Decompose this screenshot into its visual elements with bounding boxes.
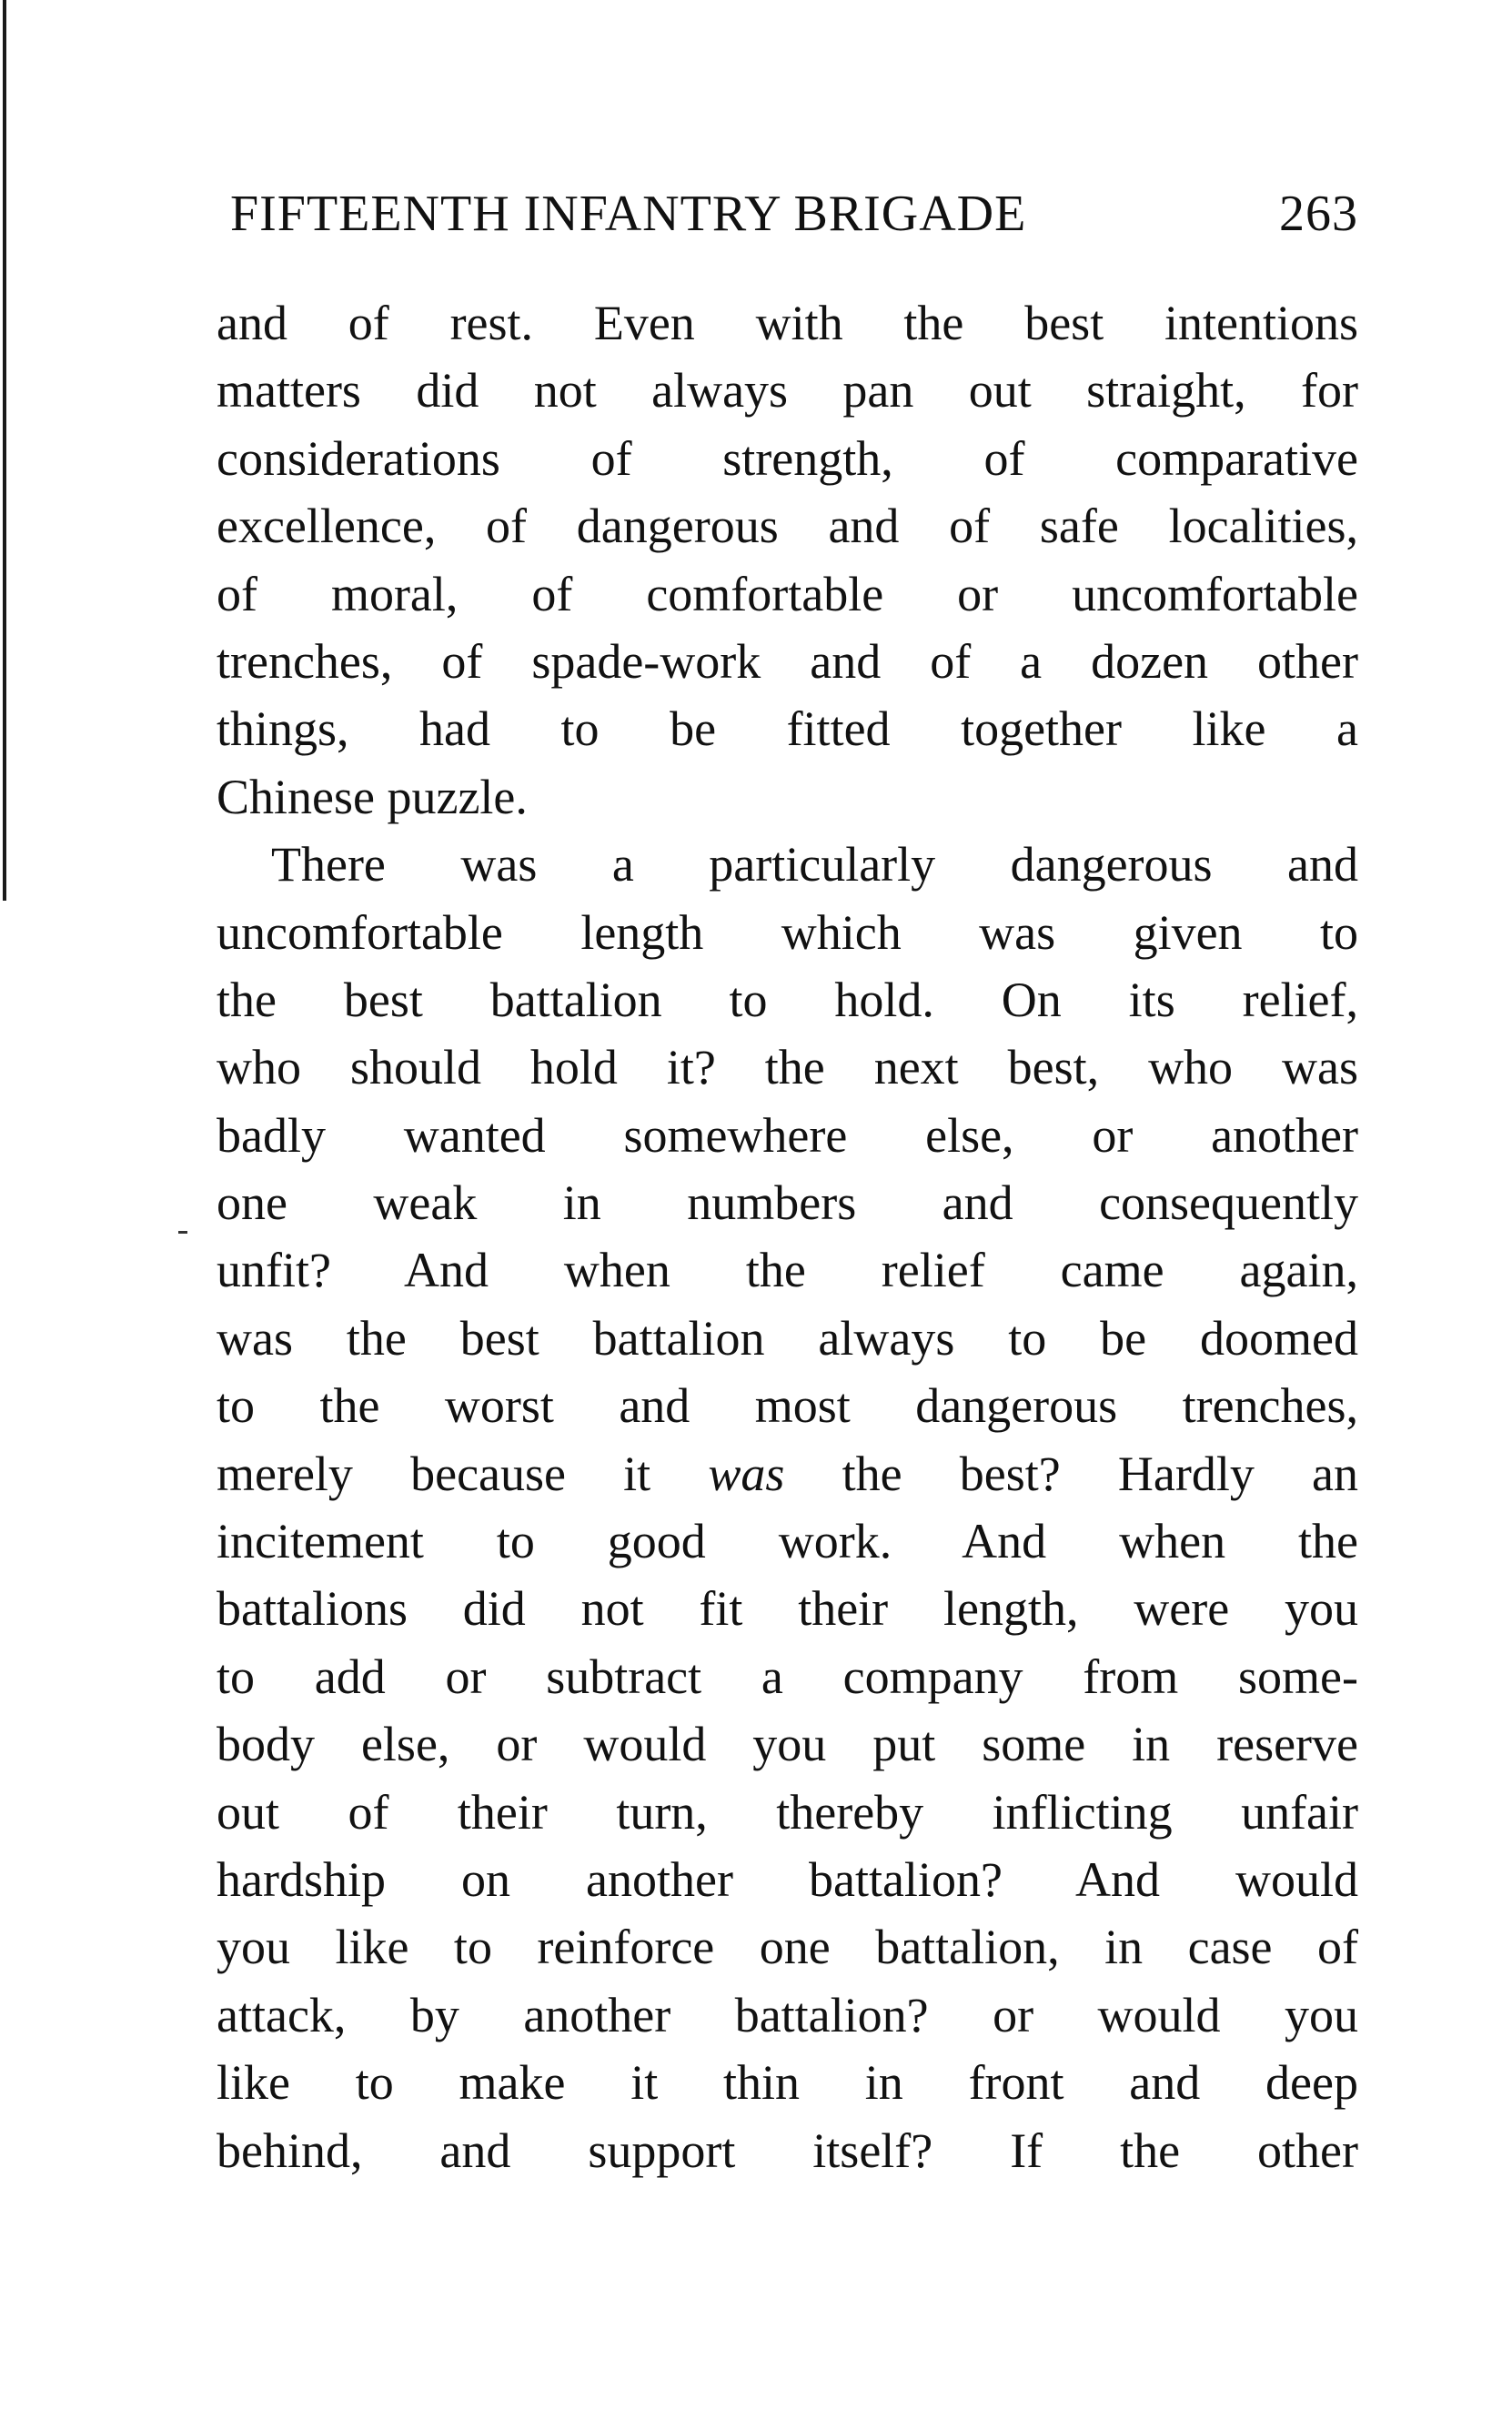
- paragraph-2: [217, 831, 1358, 2184]
- text-line-with-italic: [217, 1440, 1358, 1507]
- text-line: out of their turn, thereby inflicting unfair: [217, 1784, 1358, 1840]
- text-line: to the worst and most dangerous trenches,: [217, 1378, 1358, 1434]
- text-line: and of rest. Even with the best intentions: [217, 296, 1358, 350]
- page-number: 263: [1279, 186, 1358, 242]
- text-line: you like to reinforce one battalion, in case of: [217, 1920, 1358, 1975]
- text-line: excellence, of dangerous and of safe localities,: [217, 499, 1358, 554]
- text-run: the best? Hardly an: [784, 1446, 1358, 1501]
- margin-mark: [178, 1231, 187, 1234]
- text-line: trenches, of spade-work and of a dozen other: [217, 633, 1358, 689]
- running-head: [230, 182, 1358, 246]
- text-line: unfit? And when the relief came again,: [217, 1243, 1358, 1298]
- text-line: incitement to good work. And when the: [217, 1514, 1358, 1569]
- text-line: things, had to be fitted together like a: [217, 701, 1358, 757]
- text-line: the best battalion to hold. On its relief,: [217, 972, 1358, 1027]
- text-line: battalions did not fit their length, were you: [217, 1581, 1358, 1637]
- text-line: There was a particularly dangerous and: [271, 837, 1358, 892]
- text-line: hardship on another battalion? And would: [217, 1851, 1358, 1907]
- running-head-title: FIFTEENTH INFANTRY BRIGADE: [230, 186, 1027, 242]
- text-line: to add or subtract a company from some-: [217, 1649, 1358, 1704]
- text-line: body else, or would you put some in reserve: [217, 1717, 1358, 1772]
- text-line: behind, and support itself? If the other: [217, 2122, 1358, 2178]
- paragraph-1: [217, 289, 1358, 831]
- text-line: of moral, of comfortable or uncomfortable: [217, 566, 1358, 621]
- text-line: Chinese puzzle.: [217, 769, 528, 824]
- text-line: attack, by another battalion? or would you: [217, 1987, 1358, 2042]
- body-text: [217, 289, 1358, 2184]
- text-line: considerations of strength, of comparative: [217, 430, 1358, 486]
- text-line: who should hold it? the next best, who was: [217, 1040, 1358, 1095]
- text-line: was the best battalion always to be doomed: [217, 1310, 1358, 1366]
- text-line: matters did not always pan out straight, for: [217, 363, 1358, 418]
- text-run: merely because it: [217, 1446, 709, 1501]
- text-line: badly wanted somewhere else, or another: [217, 1107, 1358, 1163]
- binding-edge-line: [3, 0, 6, 901]
- text-line: like to make it thin in front and deep: [217, 2055, 1358, 2111]
- text-line: one weak in numbers and consequently: [217, 1175, 1358, 1231]
- italic-word: was: [708, 1446, 785, 1501]
- text-line: uncomfortable length which was given to: [217, 904, 1358, 960]
